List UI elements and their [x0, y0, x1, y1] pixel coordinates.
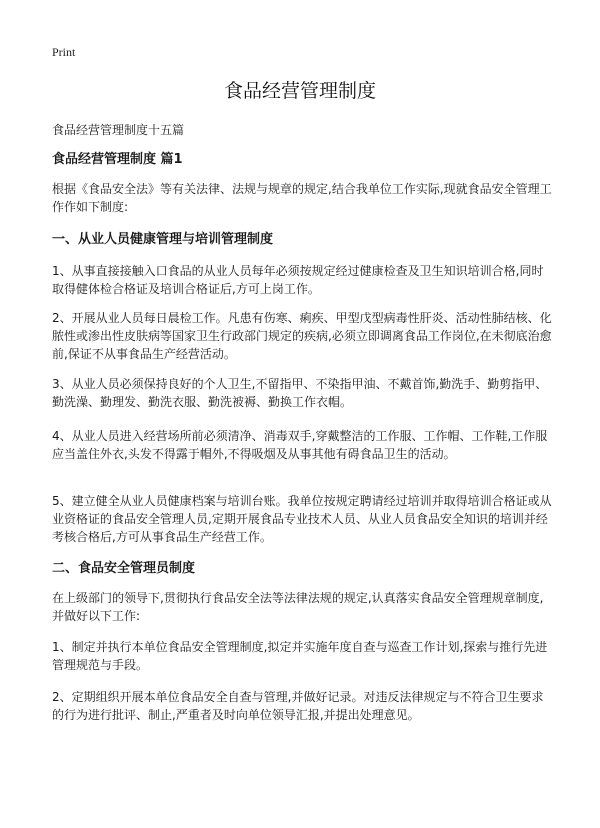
page-title: 食品经营管理制度	[223, 80, 376, 102]
print-link[interactable]: Print	[52, 45, 76, 59]
section-1-heading: 一、从业人员健康管理与培训管理制度	[52, 232, 274, 247]
section-2-item-1: 1、制定并执行本单位食品安全管理制度,拟定并实施年度自查与巡查工作计划,探索与推行先进管理规范与手段。	[52, 640, 548, 672]
document-subtitle: 食品经营管理制度十五篇	[52, 123, 185, 137]
section-1-item-2: 2、开展从业人员每日晨检工作。凡患有伤寒、痢疾、甲型戊型病毒性肝炎、活动性肺结核、化脓性或渗出性皮肤病等国家卫生行政部门规定的疾病,必须立即调离食品工作岗位,在未彻底治愈前,保证不从事食品生产经营活动。	[52, 311, 552, 361]
section-2-intro: 在上级部门的领导下,贯彻执行食品安全法等法律法规的规定,认真落实食品安全管理规章制度,并做好以下工作:	[52, 591, 544, 623]
section-1-item-4: 4、从业人员进入经营场所前必须清净、消毒双手,穿戴整洁的工作服、工作帽、工作鞋,工作服应当盖住外衣,头发不得露于帽外,不得吸烟及从事其他有碍食品卫生的活动。	[52, 429, 548, 461]
article-heading: 食品经营管理制度 篇1	[52, 152, 183, 167]
section-2-heading: 二、食品安全管理员制度	[52, 561, 196, 576]
section-1-item-5: 5、建立健全从业人员健康档案与培训台账。我单位按规定聘请经过培训并取得培训合格证或从业资格证的食品安全管理人员,定期开展食品专业技术人员、从业人员食品安全知识的培训并经考核合格后,方可从事食品生产经营工作。	[52, 494, 552, 544]
section-2-item-2: 2、定期组织开展本单位食品安全自查与管理,并做好记录。对违反法律规定与不符合卫生要求的行为进行批评、制止,严重者及时向单位领导汇报,并提出处理意见。	[52, 690, 544, 722]
section-1-item-1: 1、从事直接接触入口食品的从业人员每年必须按规定经过健康检查及卫生知识培训合格,同时取得健体检合格证及培训合格证后,方可上岗工作。	[52, 264, 544, 296]
intro-paragraph: 根据《食品安全法》等有关法律、法规与规章的规定,结合我单位工作实际,现就食品安全管理工作作如下制度:	[52, 182, 552, 214]
section-1-item-3: 3、从业人员必须保持良好的个人卫生,不留指甲、不染指甲油、不戴首饰,勤洗手、勤剪指甲、勤洗澡、勤理发、勤洗衣服、勤洗被褥、勤换工作衣帽。	[52, 377, 548, 409]
